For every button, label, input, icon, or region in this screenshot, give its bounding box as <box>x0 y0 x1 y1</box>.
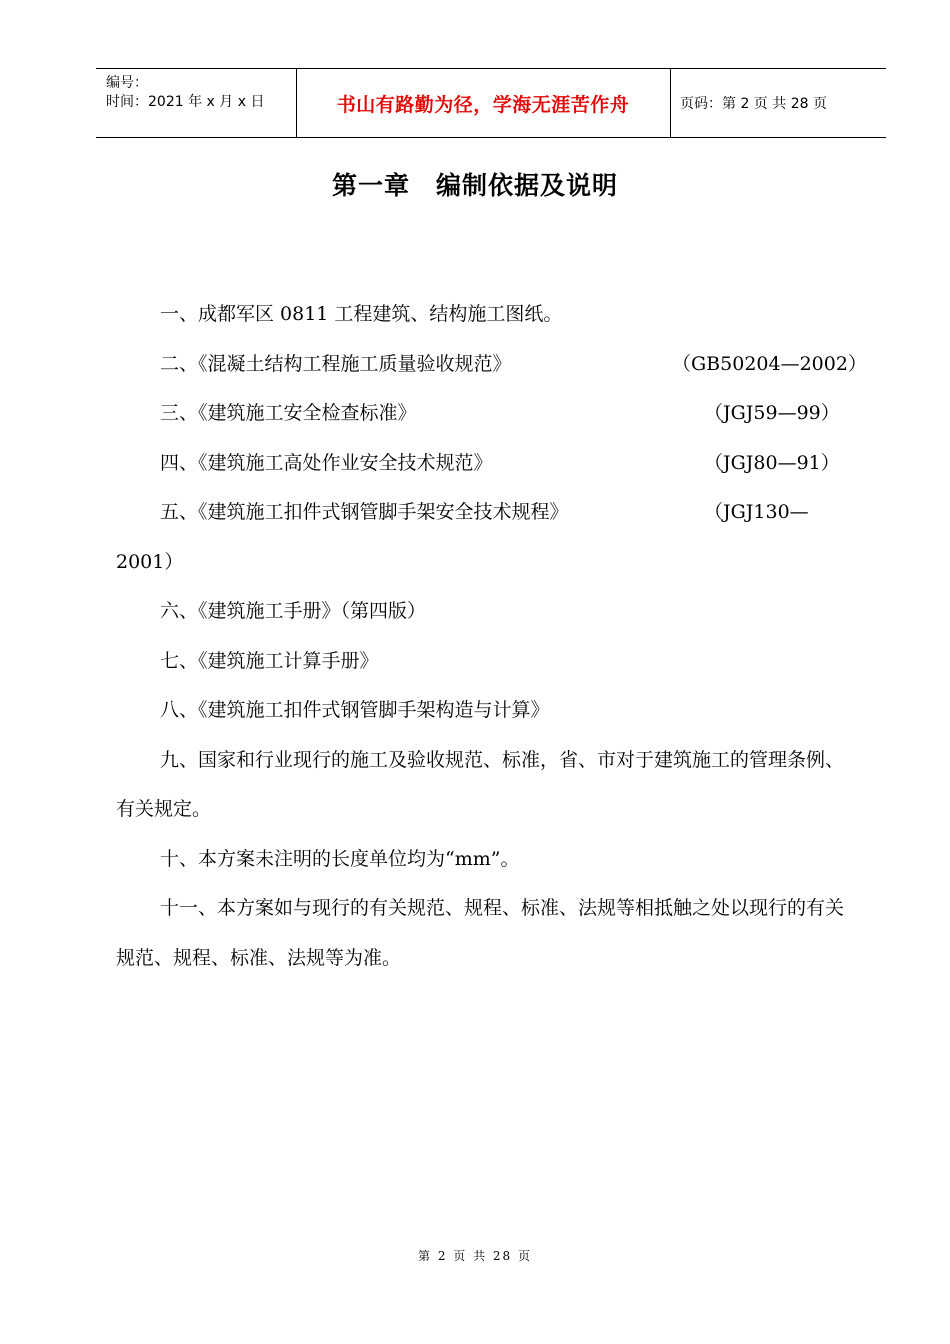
header-meta-cell <box>96 69 297 137</box>
list-item <box>116 340 867 390</box>
item-code: （JGJ130— <box>704 501 809 523</box>
item-code: （JGJ80—91） <box>704 451 840 474</box>
item-text: 十一、本方案如与现行的有关规范、规程、标准、法规等相抵触之处以现行的有关规范、规程、标准、法规等为准。 <box>116 897 845 969</box>
list-item <box>116 488 856 538</box>
list-item <box>116 736 856 835</box>
list-item <box>116 884 856 983</box>
page-info: 页码：第 2 页 共 28 页 <box>680 96 827 112</box>
list-item-continuation <box>116 538 856 588</box>
header-page-cell <box>671 69 886 137</box>
list-item <box>116 637 856 687</box>
header-motto-cell <box>296 69 671 137</box>
item-text: 六、《建筑施工手册》（第四版） <box>160 600 427 622</box>
motto-text: 书山有路勤为径，学海无涯苦作舟 <box>336 93 630 116</box>
list-item <box>116 835 856 885</box>
list-item <box>116 389 856 439</box>
list-item <box>116 587 856 637</box>
item-text: 九、国家和行业现行的施工及验收规范、标准，省、市对于建筑施工的管理条例、有关规定。 <box>116 748 845 820</box>
item-text: 一、成都军区 0811 工程建筑、结构施工图纸。 <box>160 303 563 325</box>
item-code: （JGJ59—99） <box>704 402 840 424</box>
item-text: 五、《建筑施工扣件式钢管脚手架安全技术规程》 <box>160 501 569 523</box>
list-item <box>116 686 856 736</box>
list-item <box>116 290 856 340</box>
item-text: 三、《建筑施工安全检查标准》 <box>160 402 417 424</box>
list-item <box>116 439 856 489</box>
item-text: 八、《建筑施工扣件式钢管脚手架构造与计算》 <box>160 699 550 721</box>
serial-label: 编号： <box>106 75 148 91</box>
chapter-title: 第一章 编制依据及说明 <box>331 171 618 200</box>
item-text: 二、《混凝土结构工程施工质量验收规范》 <box>160 352 512 375</box>
time-label: 时间：2021 年 x 月 x 日 <box>106 94 265 110</box>
item-text: 七、《建筑施工计算手册》 <box>160 649 379 672</box>
basis-list <box>116 290 867 983</box>
page-footer: 第 2 页 共 28 页 <box>418 1249 532 1263</box>
item-text: 四、《建筑施工高处作业安全技术规范》 <box>160 451 493 474</box>
item-text: 十、本方案未注明的长度单位均为“mm”。 <box>160 847 520 870</box>
item-code-continuation: 2001） <box>116 550 184 573</box>
page-header <box>96 68 886 138</box>
item-code: （GB50204—2002） <box>672 352 867 375</box>
